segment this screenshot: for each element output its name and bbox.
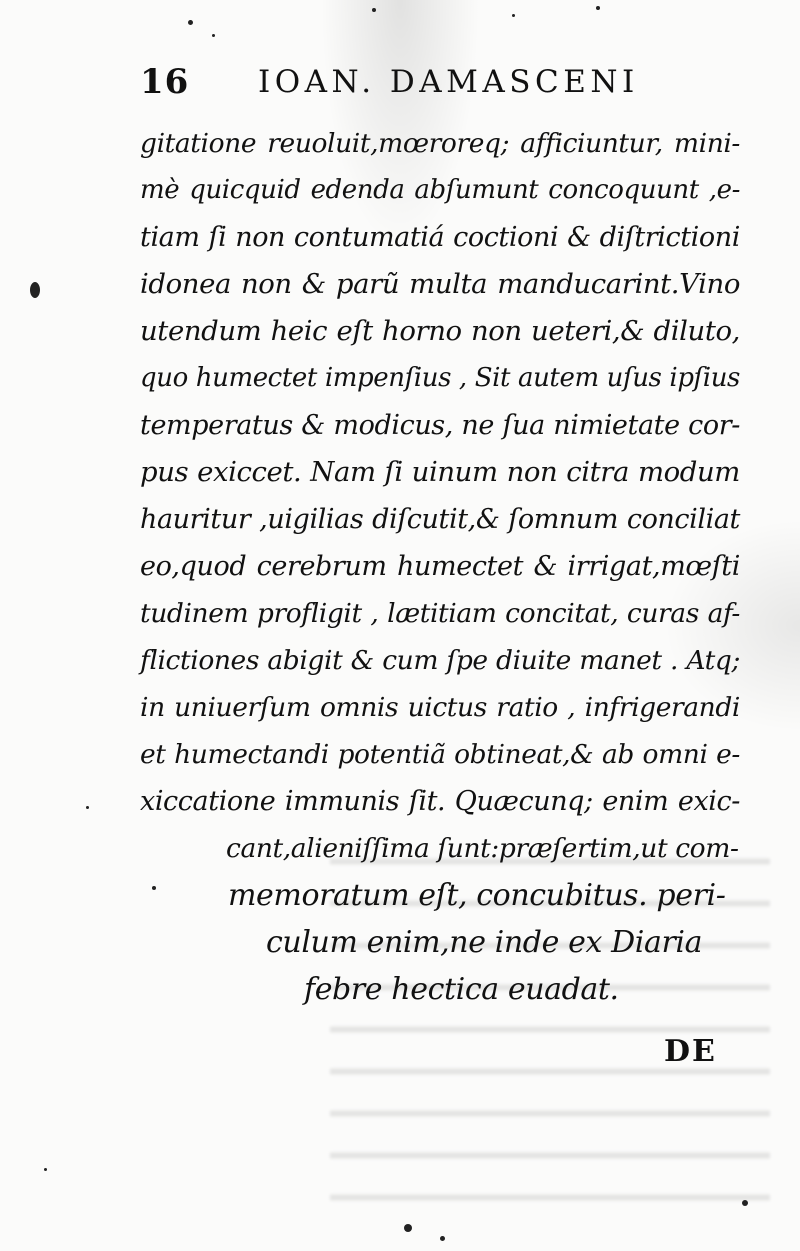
text-line: temperatus & modicus, ne ſua nimietate cor-	[140, 410, 740, 441]
ink-speck	[188, 20, 193, 25]
text-line: memoratum eſt, concubitus. peri-	[228, 878, 726, 913]
text-line: idonea non & parũ multa manducarint.Vino	[140, 268, 740, 300]
ink-speck	[44, 1168, 47, 1171]
text-line: in uniuerſum omnis uictus ratio , infrigerandi	[140, 692, 740, 723]
catchword: DE	[664, 1034, 717, 1069]
text-line: pus exiccet. Nam ſi uinum non citra modum	[140, 456, 740, 488]
text-line: quo humectet impenſius , Sit autem uſus ipſius	[140, 363, 740, 393]
text-line: tudinem profligit , lætitiam concitat, curas af-	[140, 598, 740, 629]
text-line: xiccatione immunis ſit. Quæcunq; enim exic-	[140, 786, 740, 817]
ink-speck	[512, 14, 515, 17]
text-line: et humectandi potentiã obtineat,& ab omni e-	[140, 739, 740, 770]
text-line: febre hectica euadat.	[304, 972, 619, 1007]
ink-speck	[372, 8, 376, 12]
ink-speck	[86, 806, 89, 809]
text-line: mè quicquid edenda abſumunt concoquunt ,e-	[140, 175, 740, 205]
body-text	[140, 120, 740, 1013]
ink-speck	[212, 34, 215, 37]
text-line: flictiones abigit & cum ſpe diuite manet . Atq;	[140, 645, 740, 676]
text-line: eo,quod cerebrum humectet & irrigat,mœſti	[140, 551, 740, 582]
running-title: IOAN. DAMASCENI	[258, 64, 639, 100]
ink-speck	[404, 1224, 412, 1232]
ink-speck	[596, 6, 600, 10]
ink-speck	[30, 282, 40, 298]
text-line: tiam ſi non contumatiá coctioni & diſtrictioni	[140, 222, 740, 253]
text-line: culum enim,ne inde ex Diaria	[266, 925, 703, 960]
page-number: 16	[140, 62, 190, 102]
text-line: hauritur ,uigilias diſcutit,& ſomnum conciliat	[140, 504, 740, 535]
text-line: cant,alieniſſima ſunt:præſertim,ut com-	[226, 833, 739, 864]
running-head	[140, 62, 680, 112]
ink-speck	[440, 1236, 445, 1241]
text-line: utendum heic eſt horno non ueteri,& diluto,	[140, 315, 740, 347]
ink-speck	[742, 1200, 748, 1206]
text-line: gitatione reuoluit,mœroreq; afficiuntur, mini-	[140, 128, 740, 159]
